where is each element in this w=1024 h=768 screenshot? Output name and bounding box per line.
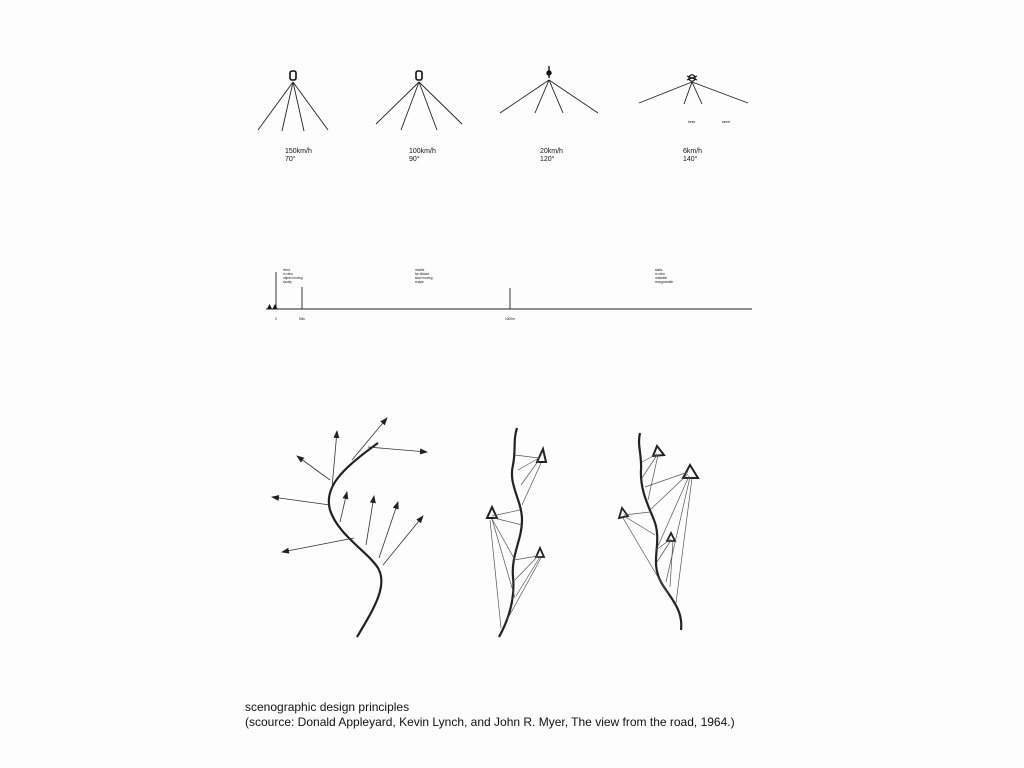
road-direction-sketch	[272, 418, 427, 637]
svg-text:in view: in view	[655, 272, 665, 276]
landmark-icon	[536, 548, 544, 557]
svg-text:unstable: unstable	[655, 276, 668, 280]
trees-note: trees	[688, 120, 696, 124]
road-path	[329, 443, 382, 637]
svg-text:fixed: fixed	[283, 268, 290, 272]
svg-text:object moving: object moving	[283, 276, 303, 280]
speed-label: 20km/h	[540, 148, 563, 155]
vision-cone-100	[376, 71, 462, 163]
svg-text:in view: in view	[283, 272, 293, 276]
svg-text:static: static	[655, 268, 663, 272]
speed-label: 6km/h	[683, 148, 703, 155]
svg-text:far distant: far distant	[415, 272, 429, 276]
figure-caption	[245, 700, 735, 730]
angle-label: 70°	[285, 156, 296, 163]
landmark-icon	[667, 533, 675, 541]
svg-text:shape: shape	[415, 280, 424, 284]
caption-title: scenographic design principles	[245, 700, 410, 714]
landmark-icon	[487, 507, 497, 518]
car-icon	[290, 71, 296, 80]
tick-label: 0	[275, 317, 277, 321]
road-path	[639, 433, 681, 630]
tick-label: 1000m	[505, 317, 515, 321]
landmark-icon	[683, 465, 698, 478]
road-landmark-sketch	[487, 428, 546, 637]
speed-label: 100km/h	[409, 148, 436, 155]
svg-text:recognizable: recognizable	[655, 280, 674, 284]
far-note	[655, 268, 673, 284]
caption-source: (scource: Donald Appleyard, Kevin Lynch, and John R. Myer, The view from the road, 1964.)	[245, 715, 735, 729]
landmark-icon	[619, 508, 628, 518]
angle-label: 90°	[409, 156, 420, 163]
landmark-icon	[537, 449, 546, 462]
angle-label: 120°	[540, 156, 555, 163]
mid-note	[415, 268, 433, 284]
vision-cone-150	[258, 71, 328, 163]
vision-cone-20	[500, 66, 598, 163]
near-note	[283, 268, 303, 284]
road-sightline-sketch	[619, 433, 698, 630]
cyclist-icon	[547, 66, 551, 78]
distance-timeline	[266, 268, 752, 321]
speed-label: 150km/h	[285, 148, 312, 155]
landmark-icon	[653, 446, 664, 456]
svg-text:slow moving: slow moving	[415, 276, 433, 280]
tick-label: 50m	[299, 317, 306, 321]
vision-cone-6	[639, 75, 748, 163]
svg-text:mobile: mobile	[415, 268, 425, 272]
road-path	[499, 428, 522, 637]
car-icon	[416, 71, 422, 80]
pedestrian-icon	[687, 75, 697, 81]
svg-text:slowly: slowly	[283, 280, 292, 284]
angle-label: 140°	[683, 156, 698, 163]
street-note: street	[722, 120, 730, 124]
